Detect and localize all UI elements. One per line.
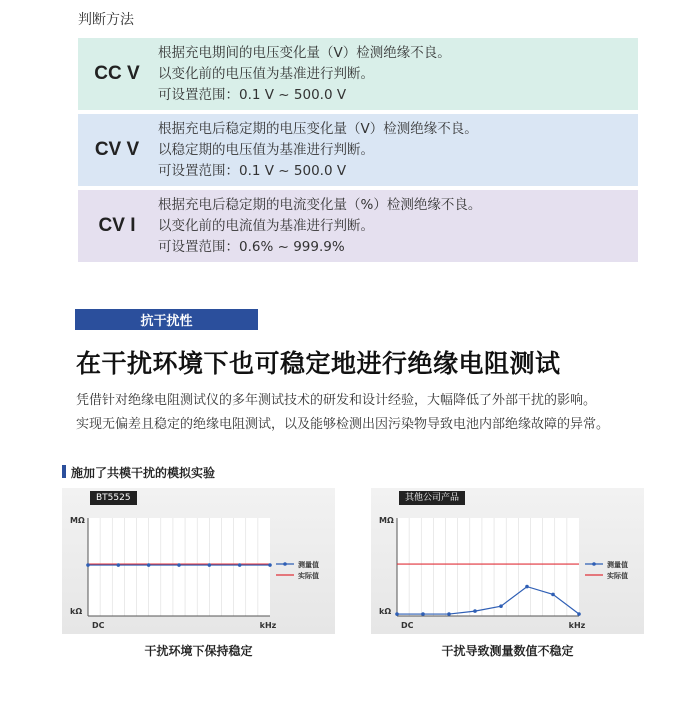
data-point — [177, 563, 181, 567]
headline: 在干扰环境下也可稳定地进行绝缘电阻测试 — [76, 349, 561, 378]
data-point — [525, 585, 529, 589]
paragraph-line: 凭借针对绝缘电阻测试仪的多年测试技术的研发和设计经验，大幅降低了外部干扰的影响。 — [76, 393, 597, 408]
data-point — [395, 612, 399, 616]
mode-line: 根据充电期间的电压变化量（V）检测绝缘不良。 — [158, 45, 451, 61]
x-label-left: DC — [401, 621, 414, 630]
data-point — [86, 563, 90, 567]
legend-label: 实际值 — [298, 572, 319, 580]
y-label-bottom: kΩ — [70, 607, 83, 616]
mode-cc-v — [78, 38, 638, 110]
chart-title: 其他公司产品 — [399, 491, 465, 505]
x-label-right: kHz — [259, 621, 277, 630]
paragraph-line: 实现无偏差且稳定的绝缘电阻测试，以及能够检测出因污染物导致电池内部绝缘故障的异常。 — [76, 417, 610, 432]
legend-label: 实际值 — [607, 572, 628, 580]
data-point — [473, 609, 477, 613]
data-point — [551, 593, 555, 597]
data-point — [147, 563, 151, 567]
legend-marker — [283, 562, 287, 566]
x-label-left: DC — [92, 621, 105, 630]
data-point — [421, 612, 425, 616]
data-point — [238, 563, 242, 567]
mode-code: CV I — [98, 215, 136, 236]
legend-label: 测量值 — [298, 561, 319, 569]
mode-line: 可设置范围：0.1 V ~ 500.0 V — [158, 87, 347, 103]
mode-line: 以变化前的电压值为基准进行判断。 — [158, 66, 374, 82]
mode-line: 可设置范围：0.6% ~ 999.9% — [158, 239, 345, 255]
data-point — [447, 612, 451, 616]
plot-area — [397, 518, 579, 616]
experiment-title: 施加了共模干扰的模拟实验 — [71, 466, 216, 480]
mode-cv-v — [78, 114, 638, 186]
subtitle-bar — [62, 465, 66, 478]
legend-marker — [592, 562, 596, 566]
plot-area — [88, 518, 270, 616]
chart-caption: 干扰环境下保持稳定 — [144, 644, 253, 658]
chart-bt5525 — [62, 488, 335, 634]
chart-other — [371, 488, 644, 634]
mode-line: 根据充电后稳定期的电压变化量（V）检测绝缘不良。 — [158, 121, 478, 137]
mode-line: 根据充电后稳定期的电流变化量（%）检测绝缘不良。 — [158, 197, 482, 213]
data-point — [208, 563, 212, 567]
mode-line: 可设置范围：0.1 V ~ 500.0 V — [158, 163, 347, 179]
mode-description — [158, 119, 478, 182]
chart-panel-other — [371, 488, 644, 634]
y-label-bottom: kΩ — [379, 607, 392, 616]
data-point — [499, 604, 503, 608]
legend-label: 测量值 — [607, 561, 628, 569]
y-label-top: MΩ — [70, 516, 85, 525]
chart-title: BT5525 — [90, 491, 137, 505]
chart-caption: 干扰导致测量数值不稳定 — [441, 644, 574, 658]
mode-code: CC V — [94, 63, 140, 84]
section-title: 判断方法 — [78, 12, 134, 28]
mode-cv-i — [78, 190, 638, 262]
data-point — [117, 563, 121, 567]
chart-panel-bt5525 — [62, 488, 335, 634]
mode-line: 以变化前的电流值为基准进行判断。 — [158, 218, 374, 234]
x-label-right: kHz — [568, 621, 586, 630]
section-tag: 抗干扰性 — [75, 309, 258, 330]
y-label-top: MΩ — [379, 516, 394, 525]
mode-code: CV V — [94, 139, 140, 160]
mode-description — [158, 195, 481, 258]
mode-line: 以稳定期的电压值为基准进行判断。 — [158, 142, 374, 158]
data-point — [577, 612, 581, 616]
mode-description — [158, 43, 451, 106]
data-point — [268, 563, 272, 567]
